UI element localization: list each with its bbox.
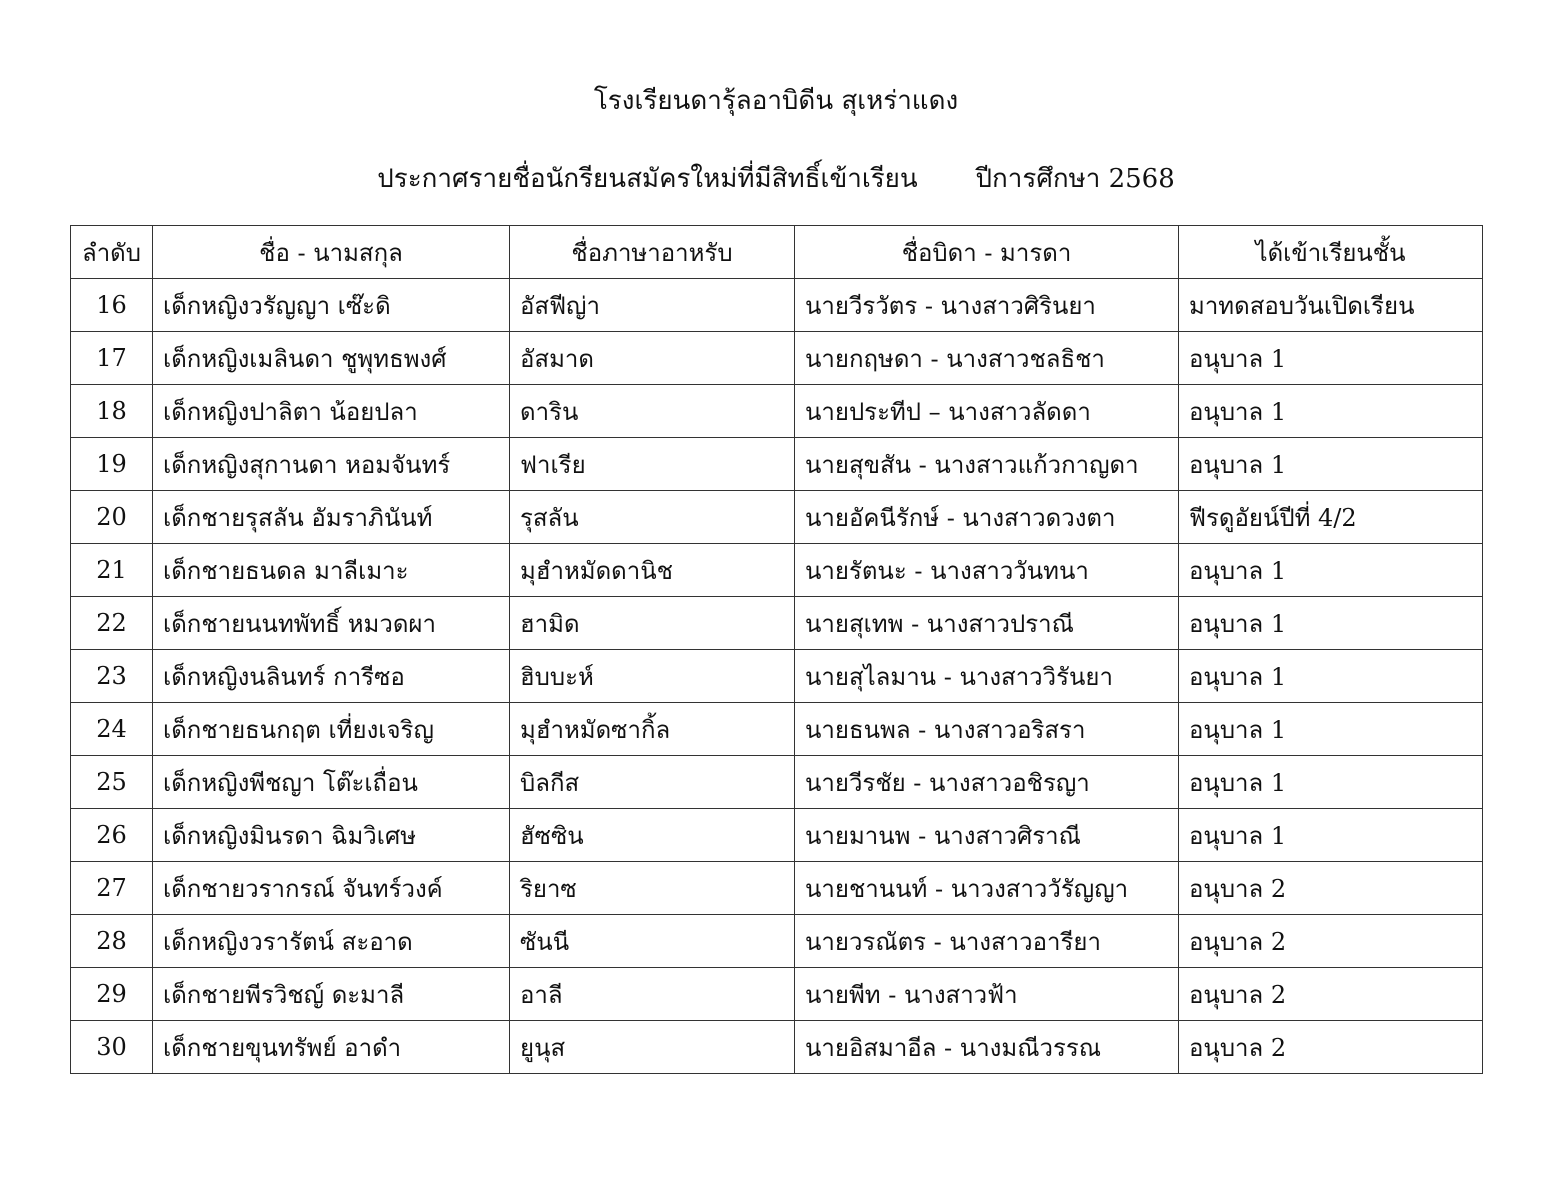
cell-name: เด็กหญิงสุกานดา หอมจันทร์ <box>153 438 510 491</box>
cell-parents: นายสุเทพ - นางสาวปราณี <box>795 597 1179 650</box>
cell-name: เด็กหญิงมินรดา ฉิมวิเศษ <box>153 809 510 862</box>
table-row <box>71 862 1483 915</box>
cell-arabic-name: รุสลัน <box>510 491 795 544</box>
cell-arabic-name: ฮามิด <box>510 597 795 650</box>
cell-number: 24 <box>71 703 153 756</box>
cell-name: เด็กชายนนทพัทธิ์ หมวดผา <box>153 597 510 650</box>
cell-number: 16 <box>71 279 153 332</box>
cell-name: เด็กชายขุนทรัพย์ อาดำ <box>153 1021 510 1074</box>
cell-arabic-name: ฮิบบะห์ <box>510 650 795 703</box>
table-row <box>71 385 1483 438</box>
school-name: โรงเรียนดารุ้ลอาบิดีน สุเหร่าแดง <box>593 86 959 116</box>
cell-grade: อนุบาล 2 <box>1179 915 1483 968</box>
cell-name: เด็กหญิงนลินทร์ การีซอ <box>153 650 510 703</box>
table-row <box>71 809 1483 862</box>
cell-number: 30 <box>71 1021 153 1074</box>
cell-grade: อนุบาล 1 <box>1179 385 1483 438</box>
announcement-title: ประกาศรายชื่อนักรียนสมัครใหม่ที่มีสิทธิ์เข้าเรียน ปีการศึกษา 2568 <box>377 164 1175 194</box>
cell-parents: นายวีรชัย - นางสาวอชิรญา <box>795 756 1179 809</box>
table-row <box>71 544 1483 597</box>
cell-number: 29 <box>71 968 153 1021</box>
table-row <box>71 332 1483 385</box>
cell-parents: นายสุขสัน - นางสาวแก้วกาญดา <box>795 438 1179 491</box>
cell-grade: อนุบาล 1 <box>1179 809 1483 862</box>
cell-name: เด็กชายธนดล มาลีเมาะ <box>153 544 510 597</box>
cell-name: เด็กหญิงวรารัตน์ สะอาด <box>153 915 510 968</box>
cell-name: เด็กชายรุสลัน อัมราภินันท์ <box>153 491 510 544</box>
cell-number: 18 <box>71 385 153 438</box>
table-row <box>71 279 1483 332</box>
cell-arabic-name: มุฮำหมัดซากิ้ล <box>510 703 795 756</box>
table-row <box>71 438 1483 491</box>
cell-name: เด็กหญิงปาลิตา น้อยปลา <box>153 385 510 438</box>
cell-grade: อนุบาล 1 <box>1179 650 1483 703</box>
cell-parents: นายมานพ - นางสาวศิราณี <box>795 809 1179 862</box>
cell-arabic-name: อัสฟีญ่า <box>510 279 795 332</box>
cell-arabic-name: อัสมาด <box>510 332 795 385</box>
cell-parents: นายรัตนะ - นางสาววันทนา <box>795 544 1179 597</box>
cell-grade: อนุบาล 2 <box>1179 1021 1483 1074</box>
cell-number: 27 <box>71 862 153 915</box>
cell-grade: อนุบาล 1 <box>1179 597 1483 650</box>
column-header-arabic-name: ชื่อภาษาอาหรับ <box>510 226 795 279</box>
cell-number: 17 <box>71 332 153 385</box>
cell-parents: นายธนพล - นางสาวอริสรา <box>795 703 1179 756</box>
cell-arabic-name: บิลกีส <box>510 756 795 809</box>
cell-number: 25 <box>71 756 153 809</box>
cell-grade: อนุบาล 2 <box>1179 968 1483 1021</box>
cell-name: เด็กชายวรากรณ์ จันทร์วงค์ <box>153 862 510 915</box>
cell-grade: อนุบาล 1 <box>1179 332 1483 385</box>
cell-arabic-name: มุฮำหมัดดานิช <box>510 544 795 597</box>
cell-parents: นายอิสมาอีล - นางมณีวรรณ <box>795 1021 1179 1074</box>
cell-number: 23 <box>71 650 153 703</box>
student-table <box>70 225 1483 1074</box>
cell-grade: มาทดสอบวันเปิดเรียน <box>1179 279 1483 332</box>
cell-name: เด็กชายธนกฤต เที่ยงเจริญ <box>153 703 510 756</box>
cell-grade: อนุบาล 1 <box>1179 544 1483 597</box>
cell-grade: อนุบาล 1 <box>1179 756 1483 809</box>
table-row <box>71 756 1483 809</box>
table-row <box>71 1021 1483 1074</box>
cell-parents: นายชานนท์ - นาวงสาววัรัญญา <box>795 862 1179 915</box>
cell-arabic-name: อาลี <box>510 968 795 1021</box>
table-row <box>71 968 1483 1021</box>
cell-arabic-name: ยูนุส <box>510 1021 795 1074</box>
cell-number: 20 <box>71 491 153 544</box>
cell-grade: อนุบาล 1 <box>1179 438 1483 491</box>
column-header-grade: ได้เข้าเรียนชั้น <box>1179 226 1483 279</box>
cell-name: เด็กหญิงวรัญญา เซ๊ะดิ <box>153 279 510 332</box>
cell-name: เด็กหญิงพีชญา โต๊ะเถื่อน <box>153 756 510 809</box>
column-header-number: ลำดับ <box>71 226 153 279</box>
table-row <box>71 703 1483 756</box>
cell-parents: นายวีรวัตร - นางสาวศิรินยา <box>795 279 1179 332</box>
table-row <box>71 650 1483 703</box>
cell-number: 26 <box>71 809 153 862</box>
table-header-row <box>71 226 1483 279</box>
cell-number: 22 <box>71 597 153 650</box>
cell-parents: นายพีท - นางสาวฟ้า <box>795 968 1179 1021</box>
table-row <box>71 597 1483 650</box>
cell-number: 28 <box>71 915 153 968</box>
cell-grade: อนุบาล 1 <box>1179 703 1483 756</box>
cell-parents: นายอัคนีรักษ์ - นางสาวดวงตา <box>795 491 1179 544</box>
cell-parents: นายกฤษดา - นางสาวชลธิชา <box>795 332 1179 385</box>
cell-parents: นายสุไลมาน - นางสาววิรันยา <box>795 650 1179 703</box>
cell-parents: นายประทีป – นางสาวลัดดา <box>795 385 1179 438</box>
cell-arabic-name: ริยาซ <box>510 862 795 915</box>
table-body <box>71 279 1483 1074</box>
cell-parents: นายวรณัตร - นางสาวอารียา <box>795 915 1179 968</box>
column-header-parents: ชื่อบิดา - มารดา <box>795 226 1179 279</box>
cell-arabic-name: ฮัซซิน <box>510 809 795 862</box>
cell-name: เด็กชายพีรวิชญ์ ดะมาลี <box>153 968 510 1021</box>
table-row <box>71 915 1483 968</box>
column-header-name: ชื่อ - นามสกุล <box>153 226 510 279</box>
cell-grade: ฟีรดูอัยน์ปีที่ 4/2 <box>1179 491 1483 544</box>
cell-number: 21 <box>71 544 153 597</box>
cell-arabic-name: ฟาเรีย <box>510 438 795 491</box>
cell-grade: อนุบาล 2 <box>1179 862 1483 915</box>
table-row <box>71 491 1483 544</box>
cell-number: 19 <box>71 438 153 491</box>
cell-arabic-name: ซันนี <box>510 915 795 968</box>
cell-arabic-name: ดาริน <box>510 385 795 438</box>
cell-name: เด็กหญิงเมลินดา ชูพุทธพงศ์ <box>153 332 510 385</box>
